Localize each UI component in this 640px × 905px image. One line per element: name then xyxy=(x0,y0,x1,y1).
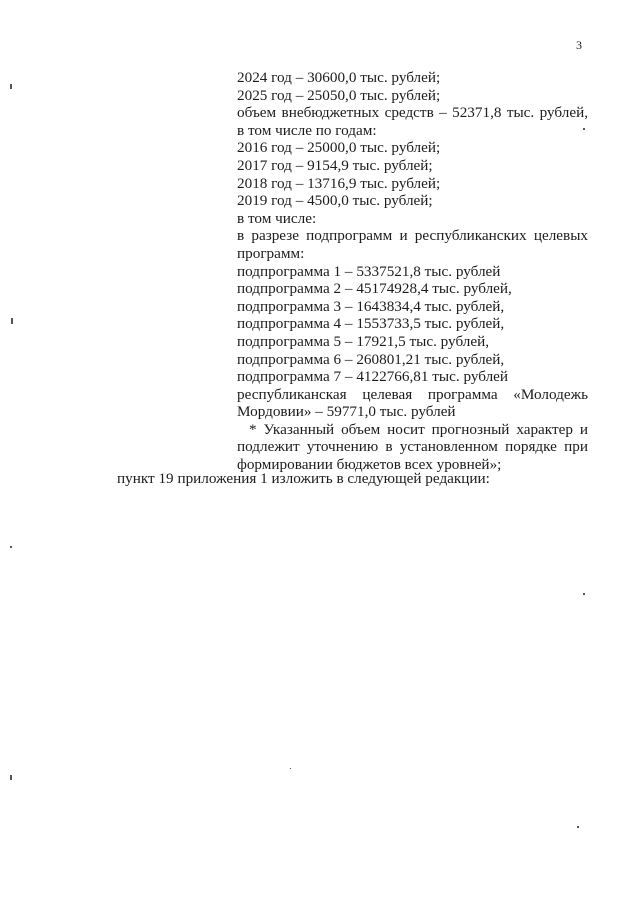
scan-speck xyxy=(290,768,291,769)
scan-speck xyxy=(11,318,13,324)
page-number: 3 xyxy=(576,38,582,52)
scan-speck xyxy=(583,593,585,595)
subprogram-5: подпрограмма 5 – 17921,5 тыс. рублей, xyxy=(237,332,490,350)
year-line-2024: 2024 год – 30600,0 тыс. рублей; xyxy=(237,69,441,86)
extrabudget-year-2019: 2019 год – 4500,0 тыс. рублей; xyxy=(237,192,433,210)
subprogram-7: подпрограмма 7 – 4122766,81 тыс. рублей xyxy=(237,368,509,386)
breakdown-intro: в разрезе подпрограмм и республиканских целевых программ: xyxy=(237,227,588,262)
extrabudget-summary: объем внебюджетных средств – 52371,8 тыс. рублей, в том числе по годам: xyxy=(237,104,588,139)
extrabudget-year-2017: 2017 год – 9154,9 тыс. рублей; xyxy=(237,156,433,174)
including-label: в том числе: xyxy=(237,209,317,227)
closing-instruction: пункт 19 приложения 1 изложить в следующей редакции: xyxy=(117,470,490,487)
scan-speck xyxy=(583,128,585,130)
subprogram-6: подпрограмма 6 – 260801,21 тыс. рублей, xyxy=(237,350,505,368)
year-line-2025: 2025 год – 25050,0 тыс. рублей; xyxy=(237,86,441,104)
scan-speck xyxy=(10,84,12,89)
republican-program: республиканская целевая программа «Молодежь Мордовии» – 59771,0 тыс. рублей xyxy=(237,385,588,421)
subprogram-4: подпрограмма 4 – 1553733,5 тыс. рублей, xyxy=(237,315,505,333)
scan-speck xyxy=(10,775,12,780)
subprogram-1: подпрограмма 1 – 5337521,8 тыс. рублей xyxy=(237,262,501,280)
budget-text-block xyxy=(237,69,588,474)
subprogram-3: подпрограмма 3 – 1643834,4 тыс. рублей, xyxy=(237,297,505,315)
extrabudget-year-2016: 2016 год – 25000,0 тыс. рублей; xyxy=(237,139,441,157)
extrabudget-year-2018: 2018 год – 13716,9 тыс. рублей; xyxy=(237,174,441,192)
scan-speck xyxy=(10,546,12,548)
scan-speck xyxy=(577,826,579,828)
footnote: * Указанный объем носит прогнозный характер и подлежит уточнению в установленном порядке при формировании бюджетов всех уровней»; xyxy=(237,420,588,474)
subprogram-2: подпрограмма 2 – 45174928,4 тыс. рублей, xyxy=(237,280,512,298)
